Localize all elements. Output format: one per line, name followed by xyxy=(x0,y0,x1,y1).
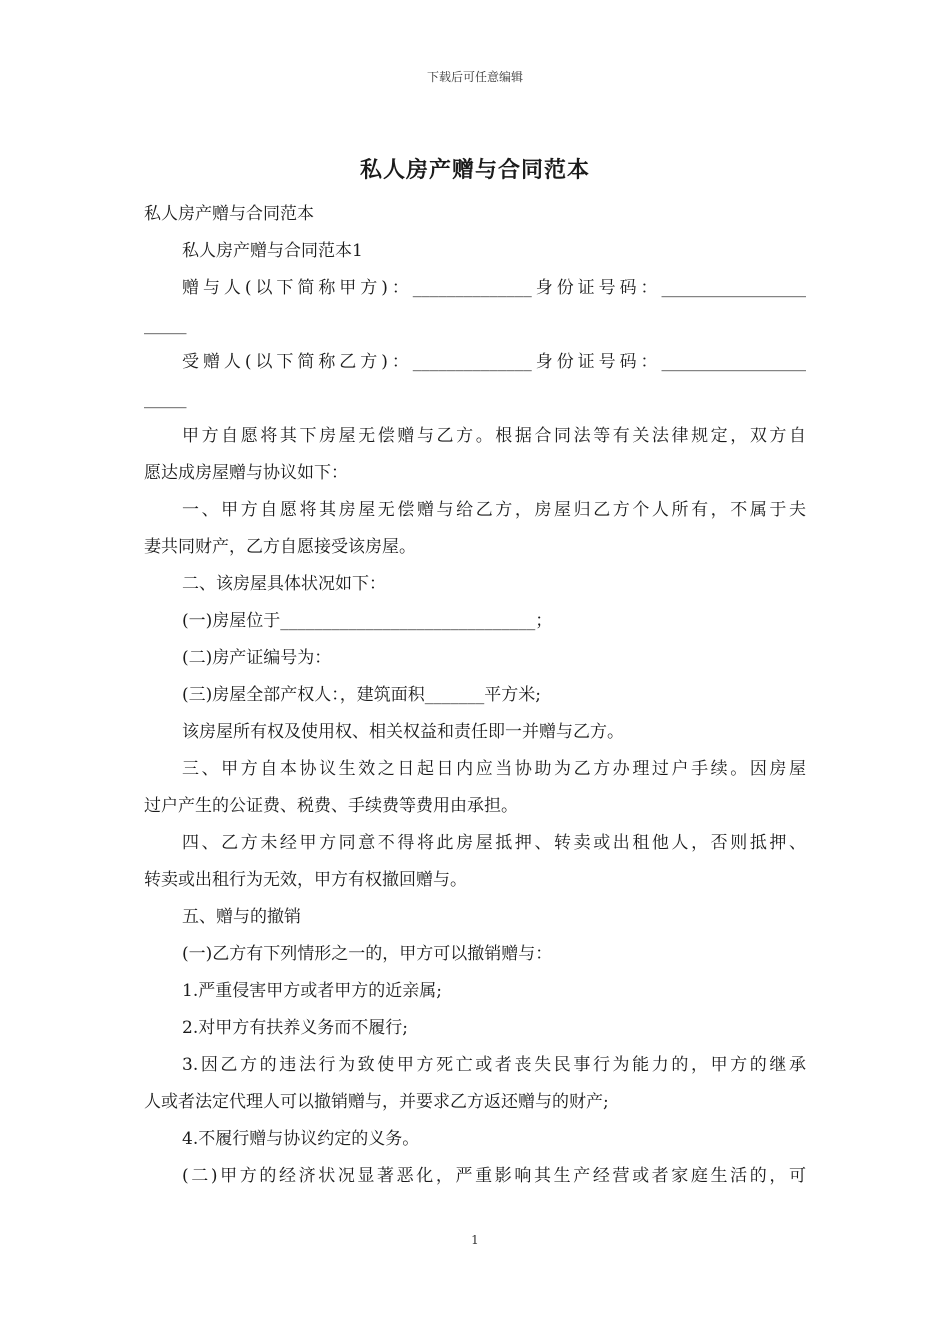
body-line: 一、甲方自愿将其房屋无偿赠与给乙方，房屋归乙方个人所有，不属于夫 xyxy=(182,500,806,520)
body-line: 三、甲方自本协议生效之日起日内应当协助为乙方办理过户手续。因房屋 xyxy=(182,759,806,779)
body-line: 人或者法定代理人可以撤销赠与，并要求乙方返还赠与的财产; xyxy=(144,1092,609,1112)
body-line: (三)房屋全部产权人：，建筑面积_______平方米; xyxy=(182,685,541,705)
body-line: 五、赠与的撤销 xyxy=(182,907,301,927)
body-line: _____ xyxy=(144,389,187,409)
body-line: 3.因乙方的违法行为致使甲方死亡或者丧失民事行为能力的，甲方的继承 xyxy=(182,1055,806,1075)
body-line: 转卖或出租行为无效，甲方有权撤回赠与。 xyxy=(144,870,467,890)
body-line: _____ xyxy=(144,315,187,335)
body-line: 1.严重侵害甲方或者甲方的近亲属; xyxy=(182,981,442,1001)
page-number: 1 xyxy=(471,1233,479,1247)
body-line: 妻共同财产，乙方自愿接受该房屋。 xyxy=(144,537,416,557)
page-header-note: 下载后可任意编辑 xyxy=(426,70,523,84)
body-line: 该房屋所有权及使用权、相关权益和责任即一并赠与乙方。 xyxy=(182,722,624,742)
body-line: (二)甲方的经济状况显著恶化，严重影响其生产经营或者家庭生活的，可 xyxy=(182,1166,806,1186)
document-body xyxy=(144,196,806,1195)
body-line: (一)乙方有下列情形之一的，甲方可以撤销赠与： xyxy=(182,944,553,964)
body-line: 二、该房屋具体状况如下： xyxy=(182,574,386,594)
body-line: (二)房产证编号为： xyxy=(182,648,332,668)
body-line: (一)房屋位于______________________________； xyxy=(182,611,553,631)
body-line: 赠与人(以下简称甲方)：______________身份证号码：_________________ xyxy=(182,278,806,298)
body-line: 2.对甲方有扶养义务而不履行; xyxy=(182,1018,408,1038)
body-line: 4.不履行赠与协议约定的义务。 xyxy=(182,1129,420,1149)
document-title: 私人房产赠与合同范本 xyxy=(359,157,590,183)
body-line: 私人房产赠与合同范本 xyxy=(144,204,314,224)
body-line: 愿达成房屋赠与协议如下： xyxy=(144,463,348,483)
body-line: 甲方自愿将其下房屋无偿赠与乙方。根据合同法等有关法律规定，双方自 xyxy=(182,426,806,446)
body-line: 私人房产赠与合同范本1 xyxy=(182,241,363,261)
body-line: 四、乙方未经甲方同意不得将此房屋抵押、转卖或出租他人，否则抵押、 xyxy=(182,833,806,853)
body-line: 受赠人(以下简称乙方)：______________身份证号码：_________________ xyxy=(182,352,806,372)
body-line: 过户产生的公证费、税费、手续费等费用由承担。 xyxy=(144,796,518,816)
